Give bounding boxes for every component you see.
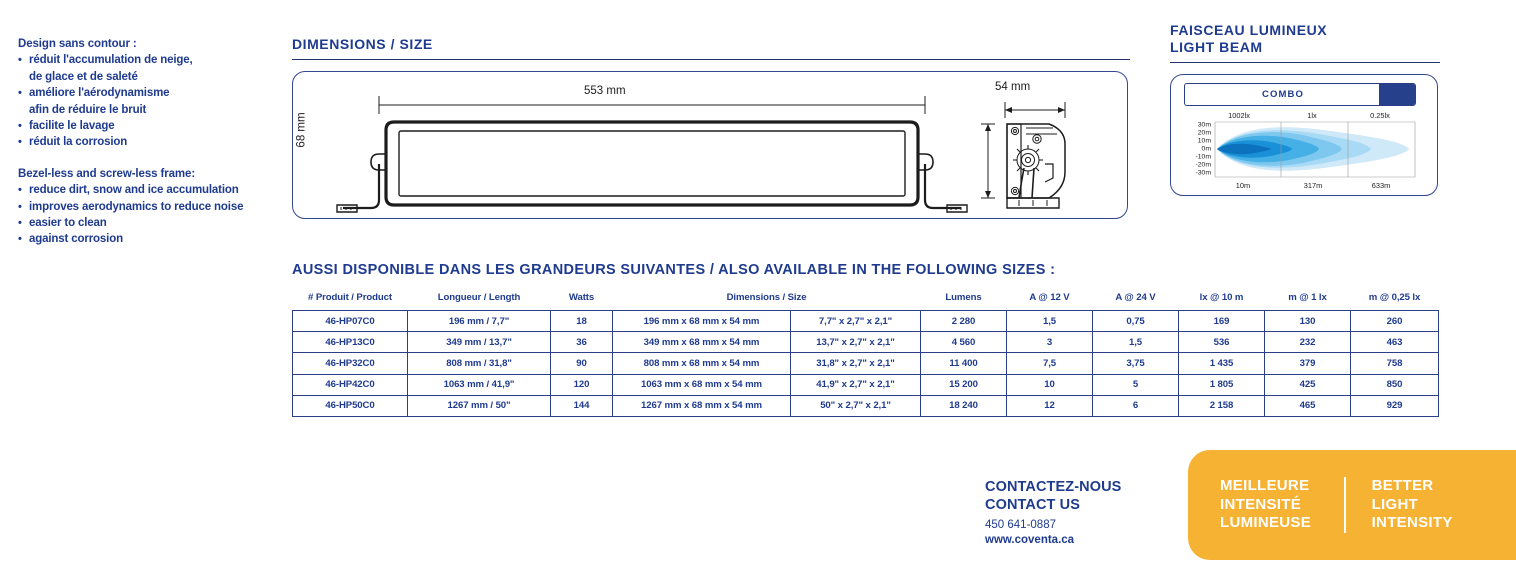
cell-length: 1063 mm / 41,9" <box>408 374 551 395</box>
cell-lx10: 536 <box>1179 332 1265 353</box>
dimensions-drawing-card <box>292 71 1128 219</box>
height-dimension-label: 68 mm <box>295 112 308 148</box>
cell-m025lx: 850 <box>1351 374 1439 395</box>
cell-lx10: 2 158 <box>1179 395 1265 416</box>
divider <box>292 59 1130 60</box>
col-header-length: Longueur / Length <box>437 292 521 303</box>
available-sizes-section <box>292 262 1438 417</box>
light-beam-section <box>1170 22 1440 196</box>
cell-product: 46-HP32C0 <box>293 353 408 374</box>
cell-dim-in: 50" x 2,7" x 2,1" <box>791 395 921 416</box>
beam-x-tick-317m: 317m <box>1303 181 1323 190</box>
cell-product: 46-HP42C0 <box>293 374 408 395</box>
cell-m025lx: 260 <box>1351 311 1439 332</box>
light-bar-side-view-drawing <box>981 102 1065 208</box>
list-item: • réduit l'accumulation de neige, <box>18 52 280 68</box>
banner-fr-line2: INTENSITÉ <box>1220 495 1302 513</box>
cell-m025lx: 929 <box>1351 395 1439 416</box>
beam-title-fr: FAISCEAU LUMINEUX <box>1170 22 1328 38</box>
cell-dim-in: 31,8" x 2,7" x 2,1" <box>791 353 921 374</box>
banner-en-line1: BETTER <box>1371 477 1434 495</box>
cell-product: 46-HP50C0 <box>293 395 408 416</box>
features-list-fr <box>18 52 280 150</box>
list-item: • réduit la corrosion <box>18 134 280 150</box>
col-header-watts: Watts <box>568 292 595 303</box>
sizes-title: AUSSI DISPONIBLE DANS LES GRANDEURS SUIVANTES / ALSO AVAILABLE IN THE FOLLOWING SIZES : <box>292 262 1056 278</box>
list-item: • facilite le lavage <box>18 118 280 134</box>
col-header-m025lx: m @ 0,25 lx <box>1368 292 1421 303</box>
divider <box>1170 62 1440 63</box>
contact-phone[interactable]: 450 641-0887 <box>985 519 1056 531</box>
banner-text-fr <box>1220 477 1338 533</box>
col-header-m1lx: m @ 1 lx <box>1288 292 1327 303</box>
beam-y-tick-10m: 10m <box>1197 137 1211 145</box>
contact-website[interactable]: www.coventa.ca <box>985 533 1075 546</box>
cell-a24: 0,75 <box>1093 311 1179 332</box>
banner-en-line3: INTENSITY <box>1371 514 1453 532</box>
features-heading-en: Bezel-less and screw-less frame: <box>18 167 196 180</box>
cell-lumens: 4 560 <box>921 332 1007 353</box>
cell-m1lx: 425 <box>1265 374 1351 395</box>
contact-heading-fr: CONTACTEZ-NOUS <box>985 479 1122 495</box>
banner-fr-line3: LUMINEUSE <box>1220 514 1312 532</box>
banner-fr-line1: MEILLEURE <box>1220 477 1310 495</box>
beam-y-tick-0m: 0m <box>1201 145 1211 153</box>
combo-label: COMBO <box>1262 89 1304 100</box>
beam-title-en: LIGHT BEAM <box>1170 39 1263 55</box>
cell-dim-mm: 1267 mm x 68 mm x 54 mm <box>613 395 791 416</box>
combo-badge <box>1184 83 1416 106</box>
banner-text-en <box>1372 477 1453 533</box>
list-item: • améliore l'aérodynamisme <box>18 85 280 101</box>
dimensions-title: DIMENSIONS / SIZE <box>292 36 433 52</box>
better-light-intensity-banner <box>1188 450 1516 560</box>
cell-length: 1267 mm / 50" <box>408 395 551 416</box>
cell-lx10: 1 805 <box>1179 374 1265 395</box>
list-item: afin de réduire le bruit <box>29 103 147 116</box>
cell-a24: 1,5 <box>1093 332 1179 353</box>
sizes-table <box>292 287 1439 417</box>
beam-y-tick-neg30m: -30m <box>1195 169 1211 177</box>
cell-a12: 7,5 <box>1007 353 1093 374</box>
cell-watts: 18 <box>551 311 613 332</box>
cell-watts: 36 <box>551 332 613 353</box>
cell-lumens: 15 200 <box>921 374 1007 395</box>
beam-top-tick-1002lx: 1002lx <box>1228 111 1250 120</box>
cell-dim-mm: 808 mm x 68 mm x 54 mm <box>613 353 791 374</box>
col-header-lx10m: lx @ 10 m <box>1199 292 1244 303</box>
table-header-row <box>293 287 1439 311</box>
width-dimension-label: 54 mm <box>995 81 1031 93</box>
cell-length: 808 mm / 31,8" <box>408 353 551 374</box>
cell-watts: 90 <box>551 353 613 374</box>
cell-a24: 3,75 <box>1093 353 1179 374</box>
list-item: • improves aerodynamics to reduce noise <box>18 199 280 215</box>
cell-length: 196 mm / 7,7" <box>408 311 551 332</box>
list-item: de glace et de saleté <box>29 70 138 83</box>
table-row <box>293 353 1439 374</box>
contact-block <box>985 478 1185 547</box>
banner-en-line2: LIGHT <box>1371 495 1419 513</box>
cell-watts: 144 <box>551 395 613 416</box>
cell-product: 46-HP07C0 <box>293 311 408 332</box>
beam-chart-card <box>1170 74 1438 196</box>
beam-y-tick-20m: 20m <box>1197 129 1211 137</box>
length-dimension-label: 553 mm <box>584 85 626 97</box>
light-bar-front-view-drawing <box>293 72 1129 220</box>
cell-dim-in: 41,9" x 2,7" x 2,1" <box>791 374 921 395</box>
col-header-product: # Produit / Product <box>308 292 392 303</box>
cell-lx10: 169 <box>1179 311 1265 332</box>
table-row <box>293 311 1439 332</box>
cell-dim-mm: 349 mm x 68 mm x 54 mm <box>613 332 791 353</box>
features-list-en <box>18 182 280 248</box>
col-header-a24v: A @ 24 V <box>1115 292 1156 303</box>
list-item: • reduce dirt, snow and ice accumulation <box>18 182 280 198</box>
cell-a24: 5 <box>1093 374 1179 395</box>
combo-color-swatch <box>1379 84 1415 105</box>
cell-dim-mm: 1063 mm x 68 mm x 54 mm <box>613 374 791 395</box>
cell-a12: 10 <box>1007 374 1093 395</box>
beam-x-tick-633m: 633m <box>1371 181 1391 190</box>
cell-m025lx: 463 <box>1351 332 1439 353</box>
cell-a12: 12 <box>1007 395 1093 416</box>
beam-x-tick-10m: 10m <box>1235 181 1251 190</box>
cell-a24: 6 <box>1093 395 1179 416</box>
list-item: • easier to clean <box>18 215 280 231</box>
cell-lx10: 1 435 <box>1179 353 1265 374</box>
beam-y-tick-30m: 30m <box>1197 121 1211 129</box>
table-row <box>293 395 1439 416</box>
table-row <box>293 374 1439 395</box>
features-heading-fr: Design sans contour : <box>18 38 137 50</box>
table-row <box>293 332 1439 353</box>
col-header-a12v: A @ 12 V <box>1029 292 1070 303</box>
banner-divider <box>1344 477 1346 533</box>
col-header-dimensions: Dimensions / Size <box>726 292 807 303</box>
beam-top-tick-1lx: 1lx <box>1307 111 1317 120</box>
cell-m1lx: 465 <box>1265 395 1351 416</box>
cell-dim-in: 13,7" x 2,7" x 2,1" <box>791 332 921 353</box>
beam-top-tick-025lx: 0.25lx <box>1370 111 1390 120</box>
cell-m1lx: 130 <box>1265 311 1351 332</box>
dimensions-section <box>292 36 1130 219</box>
cell-a12: 3 <box>1007 332 1093 353</box>
cell-length: 349 mm / 13,7" <box>408 332 551 353</box>
contact-heading-en: CONTACT US <box>985 497 1080 513</box>
cell-m1lx: 379 <box>1265 353 1351 374</box>
cell-lumens: 11 400 <box>921 353 1007 374</box>
cell-dim-in: 7,7" x 2,7" x 2,1" <box>791 311 921 332</box>
cell-product: 46-HP13C0 <box>293 332 408 353</box>
col-header-lumens: Lumens <box>945 292 982 303</box>
cell-a12: 1,5 <box>1007 311 1093 332</box>
features-column <box>18 36 280 248</box>
beam-y-tick-neg20m: -20m <box>1195 161 1211 169</box>
cell-watts: 120 <box>551 374 613 395</box>
cell-lumens: 18 240 <box>921 395 1007 416</box>
cell-dim-mm: 196 mm x 68 mm x 54 mm <box>613 311 791 332</box>
cell-lumens: 2 280 <box>921 311 1007 332</box>
beam-pattern-chart <box>1171 109 1439 195</box>
cell-m025lx: 758 <box>1351 353 1439 374</box>
beam-y-tick-neg10m: -10m <box>1195 153 1211 161</box>
list-item: • against corrosion <box>18 231 280 247</box>
cell-m1lx: 232 <box>1265 332 1351 353</box>
